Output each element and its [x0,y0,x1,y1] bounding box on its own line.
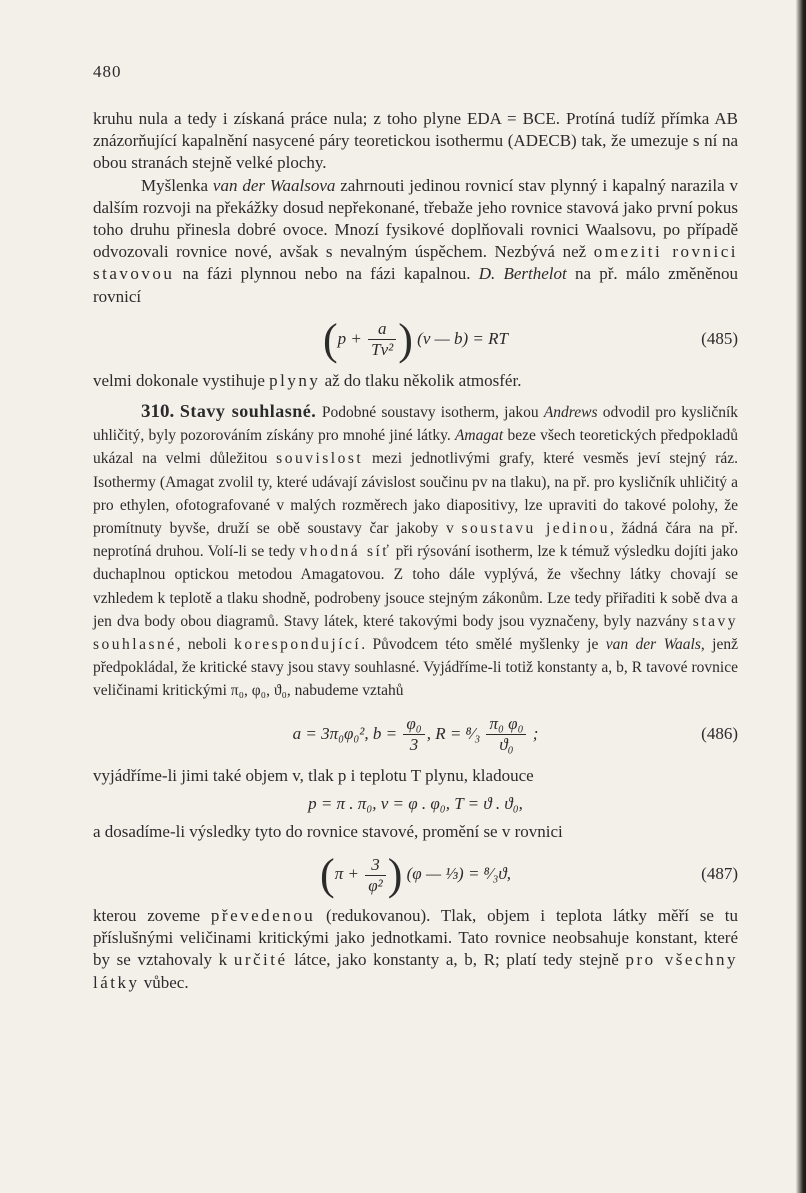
text-run: na fázi plynnou nebo na fázi kapalnou. [174,264,479,284]
text-run: , žádná čára na př. neprotíná druhou. Volí-li se tedy [93,520,738,561]
emphasis-spaced: určité [233,950,288,970]
section-number: 310. [141,401,175,423]
equation-487-formula: (π + $\frac{3}{\text{φ²}}$ ) (φ — ⅓) = ⁸⁄₃ϑ, [320,850,511,900]
eq486-end: ; [532,723,539,743]
eq485-fraction [368,319,396,360]
text-run: kterou zoveme [93,906,211,926]
name-andrews: Andrews [543,404,598,422]
text-run: velmi dokonale vystihuje [93,370,270,390]
text-run: na př. málo změněnou rovnicí [93,264,738,306]
text-run: látce, jako konstanty a, b, R; platí tedy stejně [287,950,626,970]
text-run: zahrnouti jedinou rovnicí stav plynný i kapalný narazila v dalším rozvoji na překážky dosud nepřekonané, třebaže jeho rovnice stavová jako první pokus toho druhu přinesla dobré ovoce. Mnozí fysikové doplňovali rovnici Waalsovu, po případě odvozovali rovnice nové, avšak s nevalným úspěchem. Nezbývá než [93,175,738,262]
substitution-formula: p = π . π₀, v = φ . φ₀, T = ϑ . ϑ₀, [308,793,523,813]
paragraph-7 [93,905,738,994]
paragraph-2 [93,175,738,308]
name-van-der-waals: van der Waalsova [212,175,336,195]
equation-485-formula: (p + $\frac{a}{\text{Tv²}}$ ) (v — b) = RT [323,314,508,364]
eq486-b-fraction [403,714,424,755]
body-text [93,108,738,994]
emphasis-spaced: souvislost [276,450,364,468]
emphasis-spaced: plyny [269,370,321,390]
emphasis-spaced: soustavu jedinou [461,520,610,538]
text-run: mezi jednotlivými grafy, které vesměs jeví stejný ráz. Isothermy (Amagat zvolil ty, které udávají závislost součinu pv na tlaku), na př. pro kysličník uhličitý a pro ethylen, ofotografované v malých rozměrech jako diapositivy, lze upraviti do takové polohy, že promítnuty byvše, druží se obě soustavy čar jakoby v [93,450,738,538]
eq486-b-numerator: φ₀ [403,714,424,735]
eq486-a-part: a = 3π₀φ₀², b = [292,723,402,743]
text-run: Podobné soustavy isotherm, jakou [321,404,544,422]
name-berthelot: D. Berthelot [478,264,567,284]
eq487-denominator: φ² [368,875,383,895]
paragraph-3 [93,370,738,392]
paragraph-section-310 [93,400,738,703]
equation-substitution [93,789,738,819]
eq485-numerator: a [368,319,396,340]
eq487-numerator: 3 [365,855,386,876]
eq486-b-denominator: 3 [409,735,419,755]
text-run: , neboli [176,636,235,654]
eq485-post: (v — b) = RT [417,328,508,348]
equation-486 [93,705,738,763]
text-run: odvodil pro kysličník uhličitý, byly pozorováním získány pro mnohé jiné látky. [93,404,739,445]
emphasis-spaced: převedenou [210,906,316,926]
equation-485-number: (485) [701,328,738,348]
page-edge-shadow [796,0,806,1193]
eq487-post: (φ — ⅓) = ⁸⁄₃ϑ, [406,864,511,884]
text-run: až do tlaku několik atmosfér. [320,370,522,390]
paragraph-5: vyjádříme-li jimi také objem v, tlak p i teplotu T plynu, kladouce [93,765,534,785]
emphasis-spaced: stavy souhlasné [93,612,738,654]
text-run: beze všech teoretických předpokladů ukázal na velmi důležitou [93,427,738,468]
eq487-pre: π + [334,864,364,884]
eq486-r-part: , R = ⁸⁄₃ [426,723,485,743]
text-run: Myšlenka [141,175,213,195]
paragraph-6: a dosadíme-li výsledky tyto do rovnice stavové, promění se v rovnici [93,821,563,841]
eq486-r-denominator: ϑ₀ [499,735,514,755]
equation-485 [93,310,738,368]
eq485-denominator: Tv² [371,340,394,360]
page-number: 480 [93,62,122,81]
text-run: při rýsování isotherm, lze k témuž výsledku dojíti jako duchaplnou optickou metodou Amagatovou. Z toho dále vyplývá, že všechny látky chovají se vzhledem k teplotě a tlaku shodně, podrobeny jsouce stejným zákonům. Lze tedy přiřaditi k sobě dva a jen dva body obou diagramů. Stavy látek, které takovými body jsou vyznačeny, byly nazvány [93,543,738,630]
eq486-r-fraction [486,714,526,755]
name-van-der-waals: van der Waals [605,636,701,654]
text-run: . Původcem této smělé myšlenky je [361,636,606,654]
paragraph-1: kruhu nula a tedy i získaná práce nula; z toho plyne EDA = BCE. Protíná tudíž přímka AB znázorňující kapalnění nasycené páry teoretickou isothermu (ADECB) tak, že umezuje s ní na obou stranách stejně velké plochy. [93,109,738,173]
emphasis-spaced: pro všechny látky [93,950,739,992]
emphasis-spaced: omeziti rovnici stavovou [93,242,738,284]
emphasis-spaced: korespondující [234,636,362,654]
eq487-fraction [365,855,386,896]
name-amagat: Amagat [454,427,504,445]
text-run: , jenž předpokládal, že kritické stavy jsou stavy souhlasné. Vyjádříme-li totiž konstanty a, b, R tavové rovnice veličinami kritickými π₀, φ₀, ϑ₀, nabudeme vztahů [93,636,738,700]
emphasis-spaced: vhodná síť [299,543,392,561]
eq485-pre: p + [337,328,367,348]
equation-486-number: (486) [701,723,738,743]
section-title: Stavy souhlasné. [179,401,317,422]
eq486-r-numerator: π₀ φ₀ [486,714,526,735]
equation-487 [93,845,738,903]
text-run: vůbec. [139,972,189,992]
equation-487-number: (487) [701,864,738,884]
text-run: (redukovanou). Tlak, objem i teplota látky měří se tu příslušnými veličinami kritickými jako jednotkami. Tato rovnice neobsahuje konstant, které by se vztahovaly k [93,906,738,970]
equation-486-formula [93,705,738,763]
